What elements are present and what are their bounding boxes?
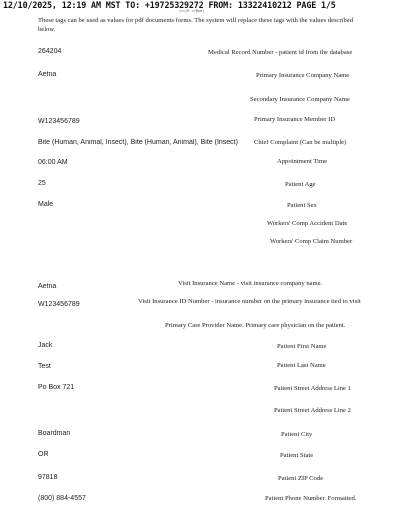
tag-value-city: Boardman [38,430,71,437]
tag-description-chief-complaint: Chief Complaint (Can be multiple) [254,139,347,146]
tag-description-phone: Patient Phone Number. Formatted. [265,495,357,502]
tag-description-secondary-insurance: Secondary Insurance Company Name [250,96,350,103]
tag-value-patient-sex: Male [38,201,54,208]
tag-description-primary-insurance: Primary Insurance Company Name [256,72,350,79]
fax-header: 12/10/2025, 12:19 AM MST TO: +19725329272 FROM: 13322410212 PAGE 1/5 [3,0,336,10]
tag-description-visit-insurance-name: Visit Insurance Name - visit insurance company name. [178,280,323,287]
tag-value-zip: 97818 [38,474,58,481]
tag-value-visit-insurance-name: Aetna [38,283,57,290]
tag-description-member-id: Primary Insurance Member ID [254,116,336,123]
tag-value-visit-insurance-id: W123456789 [38,301,80,308]
tag-description-mrn: Medical Record Number - patient id from the database [208,49,353,56]
tag-description-wc-accident-date: Workers' Comp Accident Date [267,220,348,227]
tag-description-appointment-time: Appointment Time [277,158,328,165]
tag-description-city: Patient City [281,431,313,438]
tag-value-member-id: W123456789 [38,118,80,125]
tag-description-pcp-name: Primary Care Provider Name. Primary care physician on the patient. [165,322,346,329]
intro-text: These tags can be used as values for pdf documents forms. The system will replace these tags with the values described below. [38,17,354,34]
tag-description-zip: Patient ZIP Code [278,475,324,482]
tag-description-state: Patient State [280,452,314,459]
tag-value-appointment-time: 06:00 AM [38,159,68,166]
tag-description-first-name: Patient First Name [277,343,327,350]
tag-description-address-line-2: Patient Street Address Line 2 [274,407,351,414]
tag-description-visit-insurance-id: Visit Insurance ID Number - insurance number on the primary insurance tied to visit [138,298,361,305]
tag-description-patient-age: Patient Age [285,181,316,188]
fax-subheader: (>>/E >/Bye) [179,9,205,13]
tag-description-last-name: Patient Last Name [277,362,326,369]
tag-description-patient-sex: Patient Sex [287,202,317,209]
tag-value-phone: (800) 884-4557 [38,495,86,502]
tag-value-state: OR [38,451,49,458]
tag-description-wc-claim-number: Workers' Comp Claim Number [270,238,353,245]
tag-value-last-name: Test [38,363,51,370]
tag-value-address-line-1: Po Box 721 [38,384,75,391]
tag-description-address-line-1: Patient Street Address Line 1 [274,385,351,392]
tag-value-chief-complaint: Bite (Human, Animal, Insect), Bite (Human, Animal), Bite (Insect) [38,139,238,146]
tag-value-mrn: 264204 [38,48,62,55]
tag-value-first-name: Jack [38,342,53,349]
tag-value-patient-age: 25 [38,180,46,187]
tag-value-primary-insurance: Aetna [38,71,57,78]
